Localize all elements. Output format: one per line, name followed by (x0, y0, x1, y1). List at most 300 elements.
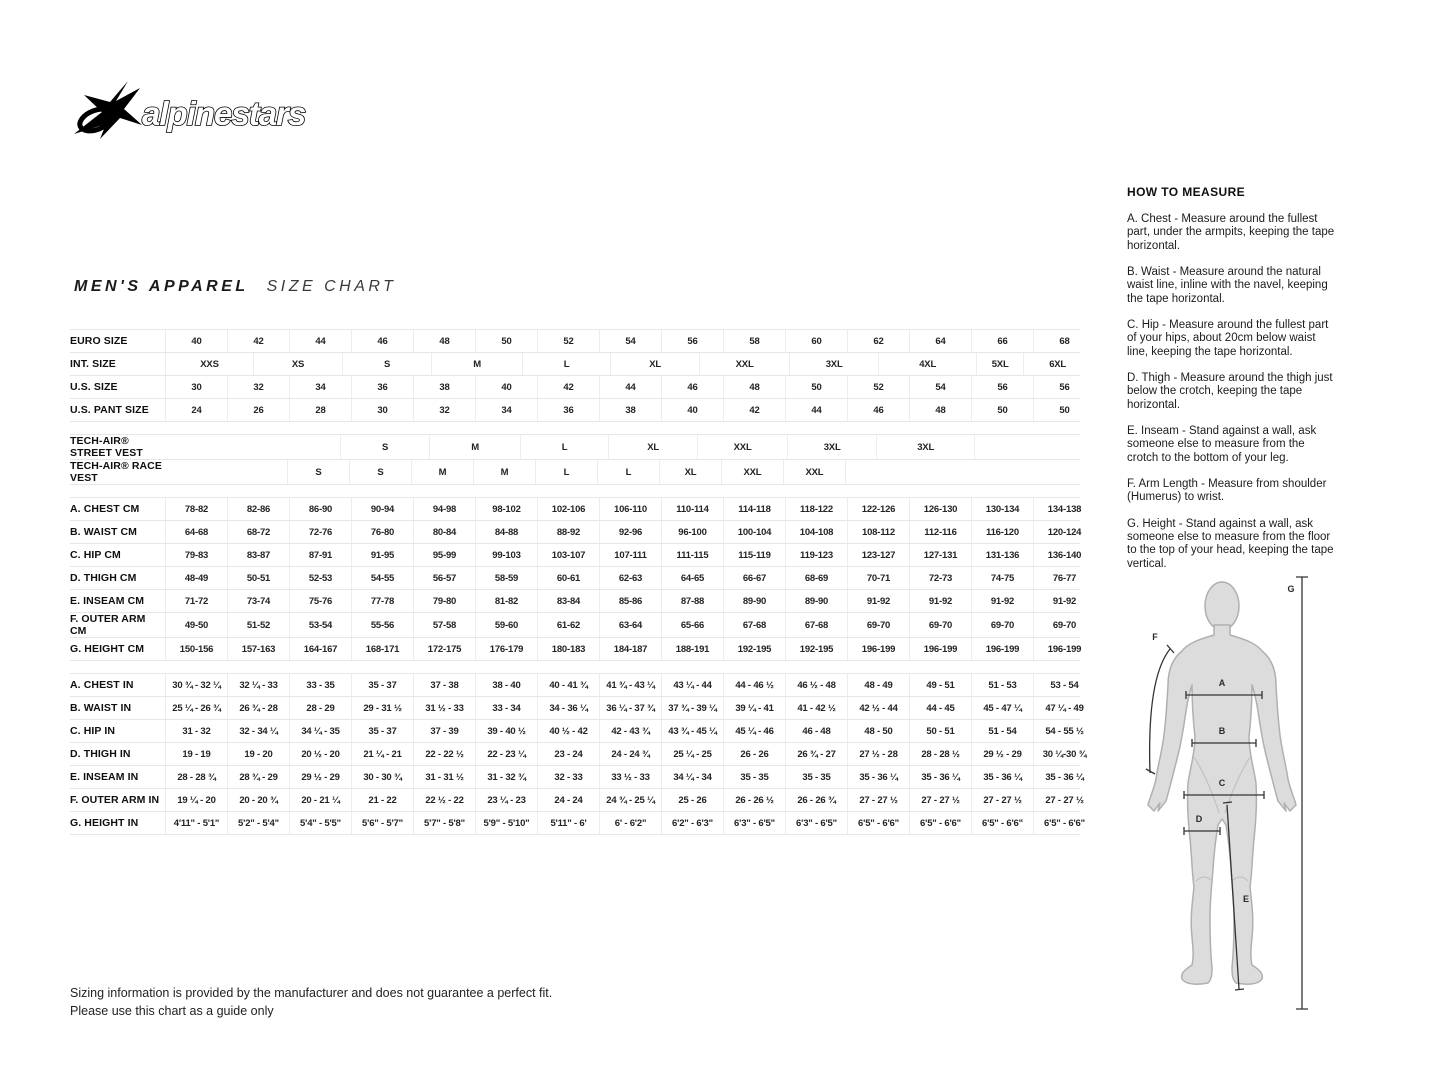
size-cell: 35 - 35 (785, 766, 847, 788)
row-label-int-size: INT. SIZE (70, 357, 116, 370)
measure-instruction: C. Hip - Measure around the fullest part of your hips, about 20cm below waist line, keeping the tape horizontal. (1127, 318, 1329, 358)
size-cell: L (522, 353, 610, 375)
size-cell: 42 (227, 330, 289, 352)
size-cell: 79-83 (165, 544, 227, 566)
size-cell: 45 ¼ - 46 (723, 720, 785, 742)
size-cell: 123-127 (847, 544, 909, 566)
size-cell: 67-68 (723, 613, 785, 637)
size-cell: 5'11" - 6' (537, 812, 599, 834)
how-to-measure-paragraphs (1127, 213, 1335, 571)
size-cell: 59-60 (475, 613, 537, 637)
size-cell: 31 - 32 ¾ (475, 766, 537, 788)
size-cell: 41 - 42 ½ (785, 697, 847, 719)
size-cell: 78-82 (165, 498, 227, 520)
size-cell: 6'5" - 6'6" (1033, 812, 1095, 834)
table-row-waist-in (70, 697, 1084, 720)
size-cell: 103-107 (537, 544, 599, 566)
table-row-hip-in (70, 720, 1084, 743)
size-cell: 87-91 (289, 544, 351, 566)
table-row-inseam-cm (70, 590, 1080, 613)
size-cell: 56-57 (413, 567, 475, 589)
size-cell: 114-118 (723, 498, 785, 520)
table-row-us-pant-size (70, 399, 1080, 422)
size-cell: 176-179 (475, 638, 537, 660)
table-row-tech-air-race-vest (70, 460, 1080, 485)
row-label-chest-in: A. CHEST IN (70, 679, 134, 692)
label-thigh: D (1195, 814, 1203, 824)
size-cell: 27 - 27 ½ (847, 789, 909, 811)
row-label-waist-cm: B. WAIST CM (70, 526, 138, 539)
size-cell: 34 ¼ - 35 (289, 720, 351, 742)
size-cell: 5'2" - 5'4" (227, 812, 289, 834)
disclaimer (70, 984, 552, 1020)
size-cell: 28 - 29 (289, 697, 351, 719)
size-cell: 157-163 (227, 638, 289, 660)
size-cell: 20 - 20 ¾ (227, 789, 289, 811)
size-cell: 83-84 (537, 590, 599, 612)
size-cell: 51 - 54 (971, 720, 1033, 742)
size-cell: 45 - 47 ¼ (971, 697, 1033, 719)
size-cell: 51-52 (227, 613, 289, 637)
how-to-measure-title: HOW TO MEASURE (1127, 185, 1246, 199)
size-cell: 84-88 (475, 521, 537, 543)
size-cell: 32 - 33 (537, 766, 599, 788)
size-cell: 50 - 51 (909, 720, 971, 742)
size-cell: 30 (351, 399, 413, 421)
size-cell: 26 (227, 399, 289, 421)
size-cell: 31 - 31 ½ (413, 766, 475, 788)
size-cell: 31 ½ - 33 (413, 697, 475, 719)
size-cell: 53 - 54 (1033, 674, 1095, 696)
size-cell: 21 - 22 (351, 789, 413, 811)
row-label-outer-arm-cm: F. OUTER ARM CM (70, 613, 146, 638)
size-cell: 196-199 (1033, 638, 1095, 660)
size-cell: 196-199 (971, 638, 1033, 660)
size-cell: 111-115 (661, 544, 723, 566)
size-cell: XL (659, 460, 721, 484)
size-cell: 30 ¾ - 32 ¼ (165, 674, 227, 696)
size-cell: XXL (699, 353, 789, 375)
size-cell: 51 - 53 (971, 674, 1033, 696)
page-title (74, 278, 396, 296)
size-cell: M (473, 460, 535, 484)
size-cell: 6' - 6'2" (599, 812, 661, 834)
size-cell: 77-78 (351, 590, 413, 612)
size-cell: 44 - 46 ½ (723, 674, 785, 696)
size-cell: 34 - 36 ¼ (537, 697, 599, 719)
table-section (70, 434, 1080, 485)
size-cell: 192-195 (723, 638, 785, 660)
size-cell: 41 ¾ - 43 ¼ (599, 674, 661, 696)
size-cell: 46 (847, 399, 909, 421)
table-row-euro-size (70, 329, 1080, 353)
alpinestars-wordmark: alpinestars (142, 95, 306, 132)
size-cell: 29 ½ - 29 (971, 743, 1033, 765)
size-cell: 21 ¼ - 21 (351, 743, 413, 765)
size-cell: 28 (289, 399, 351, 421)
size-cell: 68-72 (227, 521, 289, 543)
size-cell: 37 ¾ - 39 ¼ (661, 697, 723, 719)
size-cell: 82-86 (227, 498, 289, 520)
size-cell: 23 ¼ - 23 (475, 789, 537, 811)
measure-instruction: F. Arm Length - Measure from shoulder (Humerus) to wrist. (1127, 477, 1327, 504)
empty-cell (165, 435, 340, 459)
size-cell: 19 - 20 (227, 743, 289, 765)
size-cell: 64-68 (165, 521, 227, 543)
size-cell: 4'11" - 5'1" (165, 812, 227, 834)
size-cell: 89-90 (723, 590, 785, 612)
size-cell: XL (608, 435, 697, 459)
size-cell: 31 - 32 (165, 720, 227, 742)
size-cell: 34 (475, 399, 537, 421)
size-cell: 56 (1033, 376, 1095, 398)
size-cell: 50 (971, 399, 1033, 421)
row-label-inseam-in: E. INSEAM IN (70, 771, 139, 784)
row-label-us-pant-size: U.S. PANT SIZE (70, 403, 149, 416)
size-cell: 73-74 (227, 590, 289, 612)
size-cell: 172-175 (413, 638, 475, 660)
size-cell: 46 (661, 376, 723, 398)
table-row-inseam-in (70, 766, 1084, 789)
size-cell: 68-69 (785, 567, 847, 589)
size-cell: 112-116 (909, 521, 971, 543)
size-cell: 20 - 21 ¼ (289, 789, 351, 811)
size-cell: 56 (661, 330, 723, 352)
size-cell: 72-76 (289, 521, 351, 543)
size-cell: 48 - 49 (847, 674, 909, 696)
size-cell: 54 (909, 376, 971, 398)
size-cell: 34 (289, 376, 351, 398)
label-arm: F (1152, 632, 1158, 642)
size-cell: L (535, 460, 597, 484)
size-cell: 37 - 38 (413, 674, 475, 696)
size-cell: 58-59 (475, 567, 537, 589)
size-cell: 120-124 (1033, 521, 1095, 543)
row-label-hip-cm: C. HIP CM (70, 549, 121, 562)
size-cell: 55-56 (351, 613, 413, 637)
row-label-inseam-cm: E. INSEAM CM (70, 595, 145, 608)
size-cell: 44 (289, 330, 351, 352)
size-cell: 33 - 35 (289, 674, 351, 696)
table-row-height-in (70, 812, 1085, 835)
size-cell: 99-103 (475, 544, 537, 566)
table-row-outer-arm-cm (70, 613, 1080, 638)
size-cell: 47 ¼ - 49 (1033, 697, 1095, 719)
size-cell: 33 ½ - 33 (599, 766, 661, 788)
size-cell: 6'5" - 6'6" (847, 812, 909, 834)
size-cell: XXS (165, 353, 253, 375)
size-cell: 34 ¼ - 34 (661, 766, 723, 788)
table-section (70, 497, 1080, 661)
size-cell: 32 ¼ - 33 (227, 674, 289, 696)
table-section (70, 329, 1080, 422)
row-label-height-cm: G. HEIGHT CM (70, 643, 145, 656)
size-cell: 168-171 (351, 638, 413, 660)
size-cell: 40 ½ - 42 (537, 720, 599, 742)
size-cell: 40 (661, 399, 723, 421)
size-cell: 92-96 (599, 521, 661, 543)
table-row-thigh-cm (70, 567, 1080, 590)
size-cell: 43 ¾ - 45 ¼ (661, 720, 723, 742)
size-cell: 91-92 (971, 590, 1033, 612)
table-row-waist-cm (70, 521, 1080, 544)
size-cell: 40 - 41 ¾ (537, 674, 599, 696)
size-cell: 6'5" - 6'6" (909, 812, 971, 834)
size-cell: 89-90 (785, 590, 847, 612)
size-cell: 126-130 (909, 498, 971, 520)
empty-cell (165, 460, 287, 484)
size-cell: 5'6" - 5'7" (351, 812, 413, 834)
size-cell: 64-65 (661, 567, 723, 589)
measure-instruction: B. Waist - Measure around the natural waist line, inline with the navel, keeping the tape horizontal. (1127, 265, 1328, 305)
size-cell: S (340, 435, 429, 459)
size-cell: 37 - 39 (413, 720, 475, 742)
alpinestars-logo (72, 80, 322, 140)
table-row-thigh-in (70, 743, 1087, 766)
size-cell: 100-104 (723, 521, 785, 543)
size-cell: XL (610, 353, 699, 375)
size-cell: 48-49 (165, 567, 227, 589)
size-cell: 180-183 (537, 638, 599, 660)
size-cell: 5'4" - 5'5" (289, 812, 351, 834)
size-cell: 3XL (876, 435, 974, 459)
size-cell: M (431, 353, 522, 375)
size-cell: 74-75 (971, 567, 1033, 589)
size-cell: 44 (785, 399, 847, 421)
table-row-height-cm (70, 638, 1080, 661)
table-row-hip-cm (70, 544, 1080, 567)
size-cell: 52 (537, 330, 599, 352)
how-to-measure-panel (1127, 185, 1335, 584)
size-cell: 46 ½ - 48 (785, 674, 847, 696)
size-cell: 58 (723, 330, 785, 352)
size-cell: 42 (723, 399, 785, 421)
label-waist: B (1218, 726, 1226, 736)
size-cell: 188-191 (661, 638, 723, 660)
row-label-thigh-cm: D. THIGH CM (70, 572, 137, 585)
size-cell: 25 ¼ - 26 ¾ (165, 697, 227, 719)
size-cell: 127-131 (909, 544, 971, 566)
measure-instruction: E. Inseam - Stand against a wall, ask someone else to measure from the crotch to the bottom of your leg. (1127, 424, 1317, 464)
size-cell: 83-87 (227, 544, 289, 566)
table-row-chest-cm (70, 497, 1080, 521)
size-cell: 67-68 (785, 613, 847, 637)
size-cell: L (520, 435, 608, 459)
size-cell: 192-195 (785, 638, 847, 660)
size-cell: S (342, 353, 431, 375)
size-cell: 27 - 27 ½ (1033, 789, 1095, 811)
size-cell: 85-86 (599, 590, 661, 612)
alpinestars-star-icon (74, 81, 142, 139)
measure-instruction: A. Chest - Measure around the fullest part, under the armpits, keeping the tape horizontal. (1127, 213, 1335, 252)
size-cell: 32 - 34 ¼ (227, 720, 289, 742)
size-cell: S (349, 460, 411, 484)
size-cell: 24 - 24 (537, 789, 599, 811)
size-cell: 35 - 37 (351, 674, 413, 696)
size-cell: M (411, 460, 473, 484)
size-cell: 107-111 (599, 544, 661, 566)
size-cell: 39 ¼ - 41 (723, 697, 785, 719)
size-cell: 36 (537, 399, 599, 421)
size-cell: 38 (413, 376, 475, 398)
size-cell: 28 ¾ - 29 (227, 766, 289, 788)
size-cell: 66-67 (723, 567, 785, 589)
size-cell: XXL (721, 460, 783, 484)
size-cell: 42 (537, 376, 599, 398)
size-cell: 86-90 (289, 498, 351, 520)
size-cell: 54 (599, 330, 661, 352)
size-cell: 76-77 (1033, 567, 1095, 589)
size-cell: 79-80 (413, 590, 475, 612)
height-line (1296, 577, 1308, 1009)
size-cell: 42 ½ - 44 (847, 697, 909, 719)
row-label-euro-size: EURO SIZE (70, 334, 128, 347)
row-label-chest-cm: A. CHEST CM (70, 503, 140, 516)
size-cell: 46 (351, 330, 413, 352)
size-cell: 131-136 (971, 544, 1033, 566)
size-cell: 42 - 43 ¾ (599, 720, 661, 742)
row-label-waist-in: B. WAIST IN (70, 702, 132, 715)
table-row-chest-in (70, 673, 1080, 697)
size-cell: 106-110 (599, 498, 661, 520)
size-cell: 96-100 (661, 521, 723, 543)
size-cell: 52-53 (289, 567, 351, 589)
size-cell: S (287, 460, 349, 484)
size-cell: 69-70 (971, 613, 1033, 637)
size-cell: 54 - 55 ½ (1033, 720, 1095, 742)
size-cell: 26 - 26 ½ (723, 789, 785, 811)
size-cell: 196-199 (909, 638, 971, 660)
empty-cell (845, 460, 1090, 484)
row-label-hip-in: C. HIP IN (70, 725, 116, 738)
size-cell: 44 (599, 376, 661, 398)
label-height: G (1287, 584, 1295, 594)
size-cell: 22 ½ - 22 (413, 789, 475, 811)
measure-instruction: D. Thigh - Measure around the thigh just below the crotch, keeping the tape horizontal. (1127, 371, 1333, 411)
size-cell: 35 - 36 ¼ (909, 766, 971, 788)
size-cell: 20 ½ - 20 (289, 743, 351, 765)
size-cell: 50-51 (227, 567, 289, 589)
size-cell: 39 - 40 ½ (475, 720, 537, 742)
size-cell: 3XL (789, 353, 878, 375)
size-cell: 6XL (1023, 353, 1091, 375)
size-cell: 136-140 (1033, 544, 1095, 566)
row-label-tech-air-street-vest: TECH-AIR® STREET VEST (70, 435, 143, 460)
label-inseam: E (1242, 894, 1250, 904)
table-row-int-size (70, 353, 1080, 376)
size-cell: 50 (475, 330, 537, 352)
size-cell: 35 - 37 (351, 720, 413, 742)
size-cell: 69-70 (847, 613, 909, 637)
disclaimer-line-2: Please use this chart as a guide only (70, 1004, 274, 1019)
row-label-height-in: G. HEIGHT IN (70, 817, 139, 830)
size-cell: 98-102 (475, 498, 537, 520)
size-cell: 70-71 (847, 567, 909, 589)
size-cell: 49-50 (165, 613, 227, 637)
table-row-tech-air-street-vest (70, 434, 1080, 460)
size-cell: M (429, 435, 520, 459)
size-cell: 60 (785, 330, 847, 352)
size-cell: 90-94 (351, 498, 413, 520)
size-cell: 28 - 28 ½ (909, 743, 971, 765)
size-cell: 29 - 31 ½ (351, 697, 413, 719)
size-cell: 35 - 35 (723, 766, 785, 788)
size-cell: 75-76 (289, 590, 351, 612)
size-cell: 76-80 (351, 521, 413, 543)
size-cell: 23 - 24 (537, 743, 599, 765)
size-cell: 69-70 (1033, 613, 1095, 637)
size-cell: 80-84 (413, 521, 475, 543)
title-primary: MEN'S APPAREL (74, 278, 249, 295)
size-cell: 91-92 (909, 590, 971, 612)
size-cell: 5'7" - 5'8" (413, 812, 475, 834)
size-cell: 150-156 (165, 638, 227, 660)
size-cell: 164-167 (289, 638, 351, 660)
size-cell: 134-138 (1033, 498, 1095, 520)
size-cell: 95-99 (413, 544, 475, 566)
size-cell: 63-64 (599, 613, 661, 637)
size-cell: 6'3" - 6'5" (785, 812, 847, 834)
size-cell: 35 - 36 ¼ (1033, 766, 1095, 788)
size-cell: 25 ¼ - 25 (661, 743, 723, 765)
size-cell: 32 (413, 399, 475, 421)
row-label-outer-arm-in: F. OUTER ARM IN (70, 794, 160, 807)
size-cell: 50 (1033, 399, 1095, 421)
size-cell: 46 - 48 (785, 720, 847, 742)
body-measurement-diagram (1140, 573, 1335, 1018)
size-cell: 49 - 51 (909, 674, 971, 696)
size-cell: 26 - 26 ¾ (785, 789, 847, 811)
label-hip: C (1218, 778, 1226, 788)
size-cell: 122-126 (847, 498, 909, 520)
size-cell: 5XL (976, 353, 1023, 375)
size-cell: 91-92 (1033, 590, 1095, 612)
size-cell: 91-92 (847, 590, 909, 612)
size-cell: 184-187 (599, 638, 661, 660)
size-cell: 108-112 (847, 521, 909, 543)
size-cell: 36 (351, 376, 413, 398)
size-cell: 61-62 (537, 613, 599, 637)
size-table (70, 329, 1087, 835)
size-cell: 196-199 (847, 638, 909, 660)
size-cell: 40 (475, 376, 537, 398)
size-cell: 104-108 (785, 521, 847, 543)
size-cell: XXL (697, 435, 787, 459)
size-cell: 19 ¼ - 20 (165, 789, 227, 811)
size-cell: 64 (909, 330, 971, 352)
size-cell: 30 - 30 ¾ (351, 766, 413, 788)
size-cell: 30 (165, 376, 227, 398)
size-cell: 26 ¾ - 27 (785, 743, 847, 765)
size-cell: 33 - 34 (475, 697, 537, 719)
size-cell: 72-73 (909, 567, 971, 589)
size-cell: 22 - 22 ½ (413, 743, 475, 765)
size-cell: 57-58 (413, 613, 475, 637)
size-cell: 25 - 26 (661, 789, 723, 811)
size-cell: 91-95 (351, 544, 413, 566)
size-cell: 66 (971, 330, 1033, 352)
size-cell: XS (253, 353, 342, 375)
size-cell: 29 ½ - 29 (289, 766, 351, 788)
size-cell: 115-119 (723, 544, 785, 566)
size-cell: 94-98 (413, 498, 475, 520)
label-chest: A (1218, 678, 1226, 688)
size-cell: 119-123 (785, 544, 847, 566)
size-cell: 32 (227, 376, 289, 398)
table-row-outer-arm-in (70, 789, 1084, 812)
size-cell: 35 - 36 ¼ (971, 766, 1033, 788)
size-cell: 116-120 (971, 521, 1033, 543)
